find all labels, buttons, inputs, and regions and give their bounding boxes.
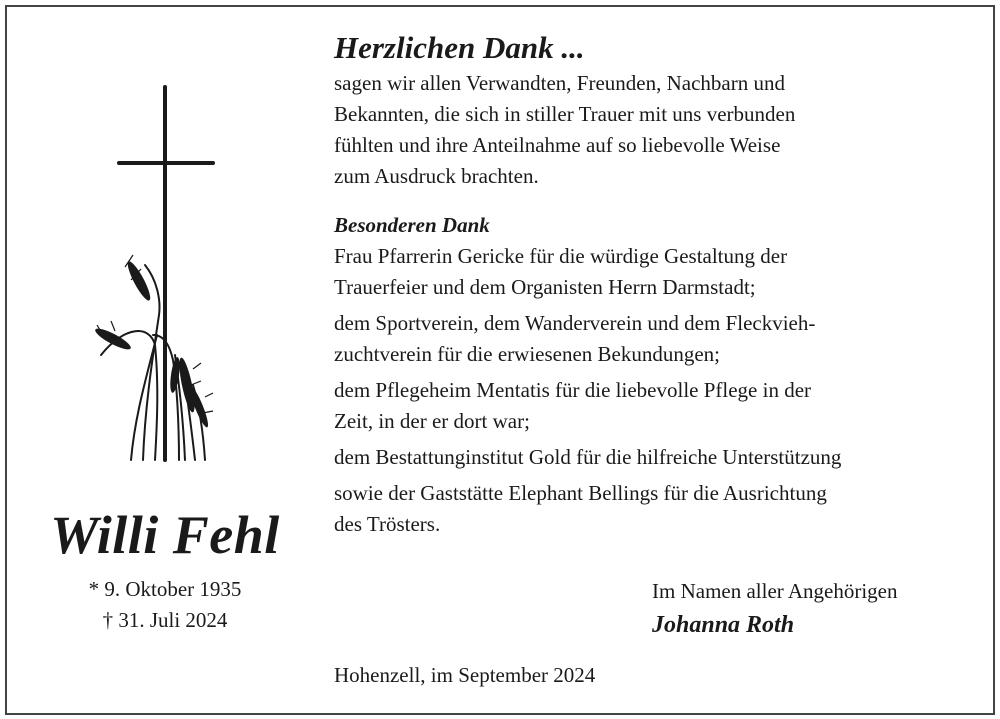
intro-line: fühlten und ihre Anteilnahme auf so liebevolle Weise	[334, 133, 781, 157]
on-behalf-text: Im Namen aller Angehörigen	[652, 579, 898, 603]
thanks-item	[334, 241, 974, 303]
place-date: Hohenzell, im September 2024	[334, 663, 596, 687]
intro-line: sagen wir allen Verwandten, Freunden, Nachbarn und	[334, 71, 785, 95]
thanks-item	[334, 442, 974, 473]
thanks-item-line: Frau Pfarrerin Gericke für die würdige Gestaltung der	[334, 244, 788, 268]
life-dates	[40, 574, 290, 636]
intro-line: Bekannten, die sich in stiller Trauer mit uns verbunden	[334, 102, 796, 126]
death-date: † 31. Juli 2024	[102, 608, 228, 632]
deceased-name: Willi Fehl	[50, 505, 280, 565]
thanks-item-line: des Trösters.	[334, 512, 441, 536]
thanks-intro	[334, 68, 934, 192]
signature-block	[652, 576, 982, 643]
thanks-item-line: zuchtverein für die erwiesenen Bekundungen;	[334, 342, 721, 366]
intro-line: zum Ausdruck brachten.	[334, 164, 539, 188]
thanks-item	[334, 478, 974, 540]
birth-date: * 9. Oktober 1935	[88, 577, 242, 601]
thanks-item	[334, 375, 974, 437]
thanks-item-line: dem Pflegeheim Mentatis für die liebevolle Pflege in der	[334, 378, 812, 402]
thanks-item-line: Trauerfeier und dem Organisten Herrn Darmstadt;	[334, 275, 756, 299]
thanks-item-line: sowie der Gaststätte Elephant Bellings für die Ausrichtung	[334, 481, 827, 505]
thanks-item	[334, 308, 974, 370]
signer-name: Johanna Roth	[652, 612, 795, 638]
special-thanks-list	[334, 241, 974, 540]
thanks-section	[334, 28, 974, 545]
thanks-title: Herzlichen Dank ...	[334, 30, 585, 65]
thanks-item-line: Zeit, in der er dort war;	[334, 409, 530, 433]
thanks-item-line: dem Bestattunginstitut Gold für die hilfreiche Unterstützung	[334, 445, 842, 469]
special-thanks-heading: Besonderen Dank	[334, 213, 490, 237]
thanks-item-line: dem Sportverein, dem Wanderverein und dem Fleckvieh-	[334, 311, 816, 335]
cross-with-wheat-icon	[95, 85, 225, 470]
